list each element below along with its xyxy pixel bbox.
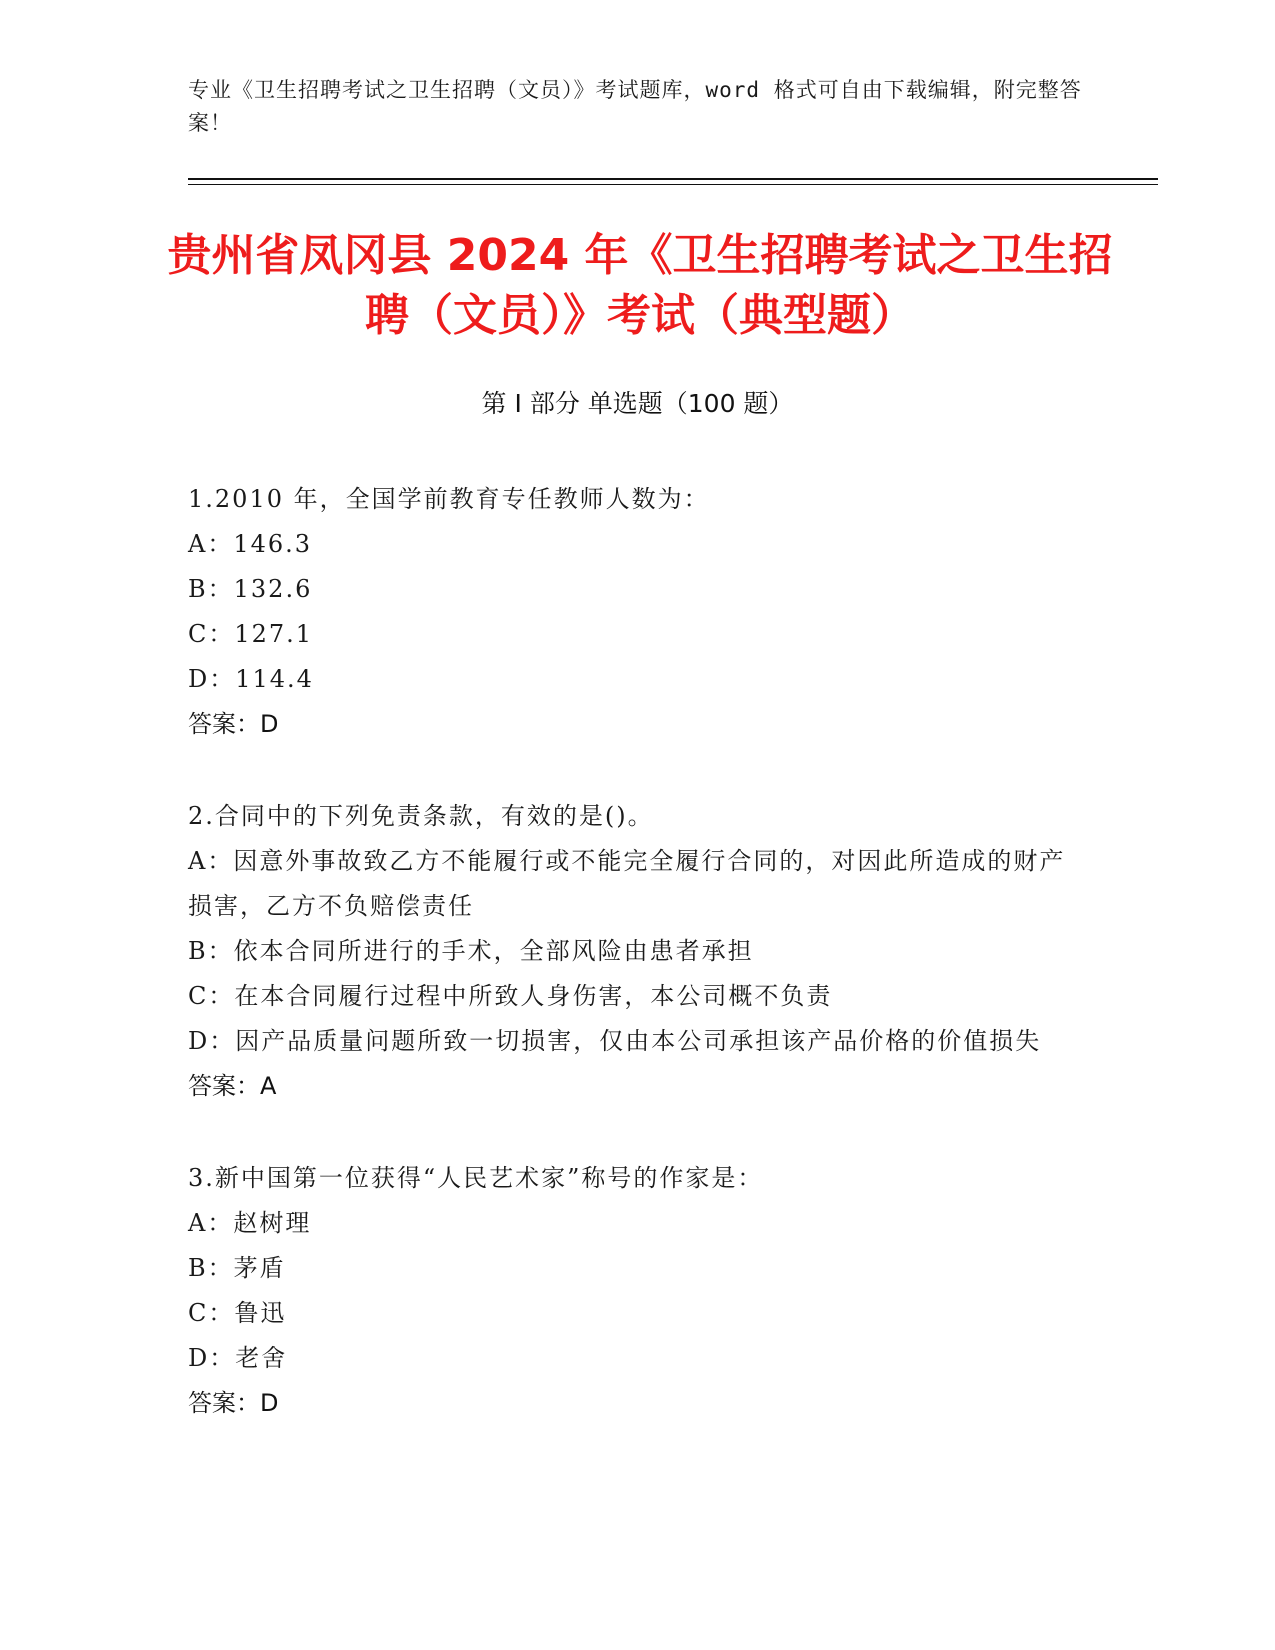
option-b: B：132.6	[188, 575, 313, 603]
question-3	[188, 1156, 1088, 1426]
question-1	[188, 477, 1088, 747]
option-b: B：依本合同所进行的手术，全部风险由患者承担	[188, 937, 754, 965]
option-c: C：鲁迅	[188, 1299, 287, 1327]
option-d: D：老舍	[188, 1344, 288, 1372]
option-b: B：茅盾	[188, 1254, 286, 1282]
option-d: D：114.4	[188, 665, 314, 693]
question-stem: 1.2010 年，全国学前教育专任教师人数为：	[188, 485, 710, 513]
question-stem: 3.新中国第一位获得“人民艺术家”称号的作家是：	[188, 1164, 764, 1192]
question-2	[188, 794, 1088, 1109]
question-list	[188, 477, 1088, 1473]
answer: 答案：D	[188, 710, 279, 738]
document-title: 贵州省凤冈县 2024 年《卫生招聘考试之卫生招聘（文员）》考试（典型题）	[167, 230, 1113, 341]
option-d: D：因产品质量问题所致一切损害，仅由本公司承担该产品价格的价值损失	[188, 1027, 1042, 1055]
answer: 答案：D	[188, 1389, 279, 1417]
option-c: C：在本合同履行过程中所致人身伤害，本公司概不负责	[188, 982, 833, 1010]
answer: 答案：A	[188, 1072, 277, 1100]
section-title: 第 I 部分 单选题（100 题）	[481, 389, 794, 418]
option-a: A：因意外事故致乙方不能履行或不能完全履行合同的，对因此所造成的财产损害，乙方不负赔偿责任	[188, 847, 1066, 920]
header-note: 专业《卫生招聘考试之卫生招聘（文员）》考试题库，word 格式可自由下载编辑，附完整答案！	[188, 78, 1082, 135]
question-stem: 2.合同中的下列免责条款，有效的是()。	[188, 802, 654, 830]
option-c: C：127.1	[188, 620, 314, 648]
header-divider-thin	[188, 184, 1158, 185]
option-a: A：146.3	[188, 530, 313, 558]
header-divider-thick	[188, 178, 1158, 180]
option-a: A：赵树理	[188, 1209, 312, 1237]
